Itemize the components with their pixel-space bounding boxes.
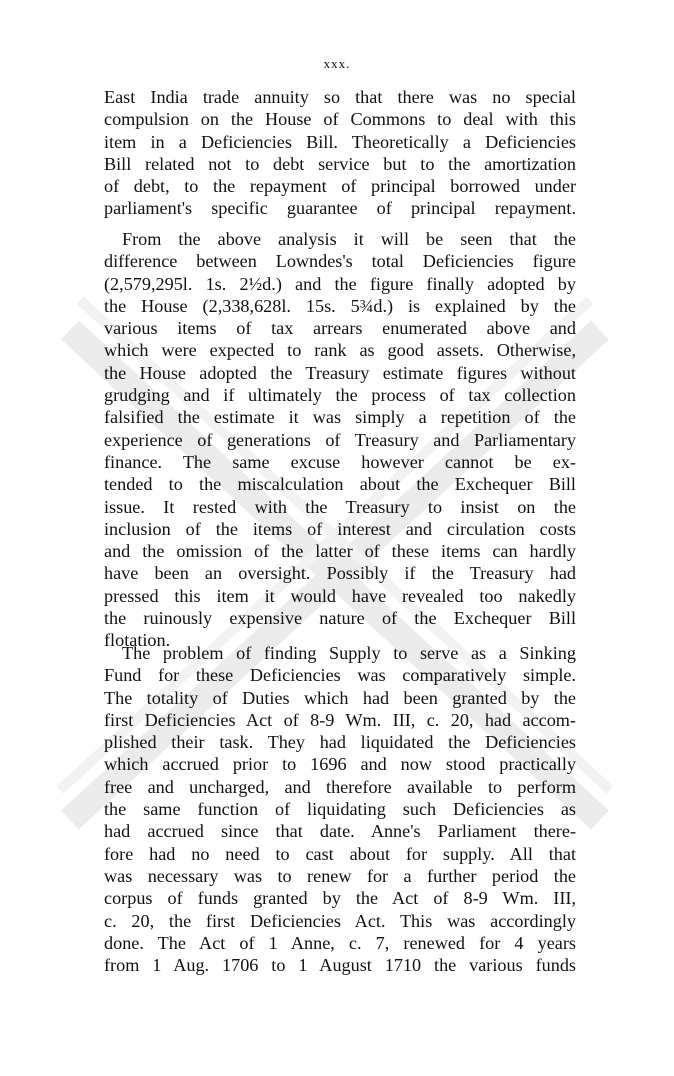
text-line: grudging and if ultimately the process of tax collection	[104, 385, 576, 406]
text-line: had accrued since that date. Anne's Parliament there-	[104, 821, 576, 842]
text-line: difference between Lowndes's total Deficiencies figure	[104, 251, 576, 272]
paragraph-3	[104, 642, 576, 976]
text-line: Fund for these Deficiencies was comparatively simple.	[104, 665, 576, 686]
text-line: done. The Act of 1 Anne, c. 7, renewed for 4 years	[104, 932, 576, 953]
text-line: East India trade annuity so that there was no special	[104, 87, 576, 107]
text-line: have been an oversight. Possibly if the Treasury had	[104, 563, 576, 584]
text-line: various items of tax arrears enumerated above and	[104, 318, 576, 339]
text-line: pressed this item it would have revealed too nakedly	[104, 585, 576, 606]
text-line: the same function of liquidating such Deficiencies as	[104, 799, 576, 820]
text-line: parliament's specific guarantee of principal repayment.	[104, 198, 576, 219]
text-line: The problem of finding Supply to serve as a Sinking	[122, 643, 576, 663]
text-line: The totality of Duties which had been granted by the	[104, 687, 576, 708]
text-line: which were expected to rank as good assets. Otherwise,	[104, 340, 576, 361]
text-line: fore had no need to cast about for supply. All that	[104, 843, 576, 864]
text-line: compulsion on the House of Commons to deal with this	[104, 109, 576, 130]
text-line: (2,579,295l. 1s. 2½d.) and the figure finally adopted by	[104, 273, 576, 294]
text-line: From the above analysis it will be seen that the	[122, 229, 576, 249]
text-line: falsified the estimate it was simply a repetition of the	[104, 407, 576, 428]
text-line: was necessary was to renew for a further period the	[104, 865, 576, 886]
text-line: which accrued prior to 1696 and now stood practically	[104, 754, 576, 775]
text-line: inclusion of the items of interest and circulation costs	[104, 518, 576, 539]
text-line: issue. It rested with the Treasury to insist on the	[104, 496, 576, 517]
text-line: plished their task. They had liquidated the Deficiencies	[104, 732, 576, 753]
text-line: finance. The same excuse however cannot be ex-	[104, 451, 576, 472]
text-line: first Deficiencies Act of 8-9 Wm. III, c. 20, had accom-	[104, 709, 576, 730]
paragraph-2	[104, 228, 576, 652]
text-line: flotation.	[104, 630, 171, 651]
text-line: free and uncharged, and therefore available to perform	[104, 776, 576, 797]
paragraph-1	[104, 86, 576, 220]
text-line: and the omission of the latter of these items can hardly	[104, 541, 576, 562]
text-line: corpus of funds granted by the Act of 8-9 Wm. III,	[104, 888, 576, 909]
text-line: c. 20, the first Deficiencies Act. This was accordingly	[104, 910, 576, 931]
text-line: Bill related not to debt service but to the amortization	[104, 153, 576, 174]
text-line: the ruinously expensive nature of the Exchequer Bill	[104, 608, 576, 629]
text-line: tended to the miscalculation about the Exchequer Bill	[104, 474, 576, 495]
text-line: of debt, to the repayment of principal borrowed under	[104, 176, 576, 197]
text-line: item in a Deficiencies Bill. Theoretically a Deficiencies	[104, 131, 576, 152]
text-line: the House (2,338,628l. 15s. 5¾d.) is explained by the	[104, 295, 576, 316]
text-line: experience of generations of Treasury and Parliamentary	[104, 429, 576, 450]
text-line: the House adopted the Treasury estimate figures without	[104, 362, 576, 383]
page-number: xxx.	[323, 56, 351, 71]
text-line: from 1 Aug. 1706 to 1 August 1710 the various funds	[104, 955, 576, 976]
